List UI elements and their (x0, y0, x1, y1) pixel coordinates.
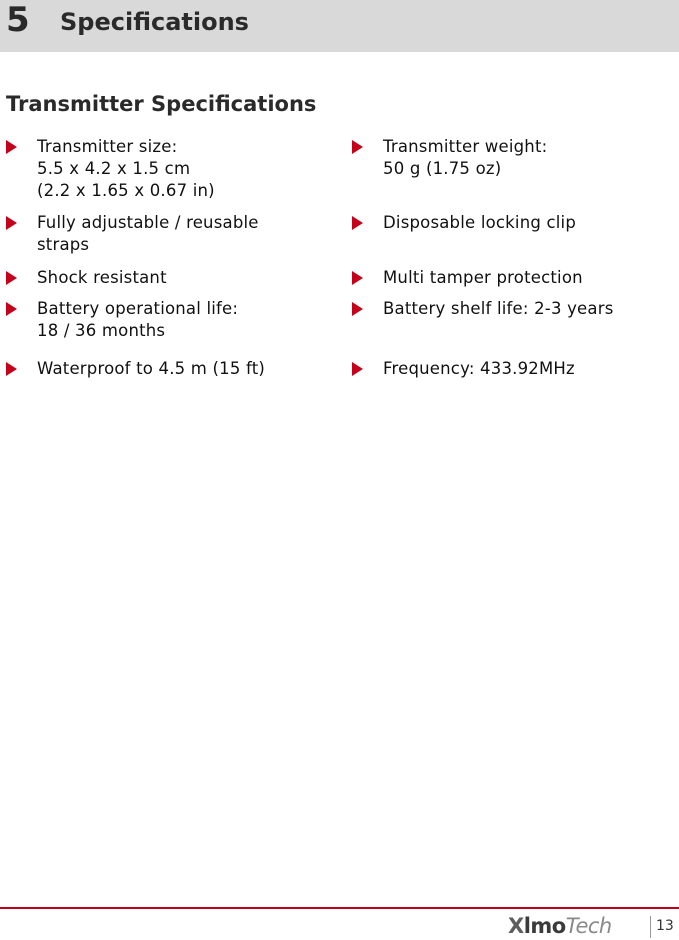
spec-line: Frequency: 433.92MHz (383, 359, 575, 378)
spec-line: Shock resistant (37, 268, 167, 287)
bullet-arrow-icon (352, 140, 363, 154)
spec-line: Multi tamper protection (383, 268, 583, 287)
spec-line: Transmitter weight: (383, 137, 548, 156)
spec-line: 50 g (1.75 oz) (383, 159, 502, 178)
chapter-title: Specifications (60, 8, 249, 36)
spec-line: 18 / 36 months (37, 321, 166, 340)
chapter-number: 5 (6, 0, 30, 40)
spec-line: Fully adjustable / reusable (37, 213, 259, 232)
bullet-arrow-icon (352, 271, 363, 285)
spec-line: (2.2 x 1.65 x 0.67 in) (37, 181, 215, 200)
spec-line: straps (37, 235, 90, 254)
spec-line: Transmitter size: (37, 137, 178, 156)
spec-line: 5.5 x 4.2 x 1.5 cm (37, 159, 191, 178)
spec-line: Disposable locking clip (383, 213, 576, 232)
page-number: 13 (656, 918, 674, 934)
chapter-header (0, 0, 679, 52)
company-logo: XlmoTech (508, 914, 612, 938)
bullet-arrow-icon (352, 362, 363, 376)
spec-line: Battery shelf life: 2-3 years (383, 299, 614, 318)
bullet-arrow-icon (6, 362, 17, 376)
bullet-arrow-icon (6, 271, 17, 285)
footer-rule (0, 907, 679, 909)
page-number-divider (650, 916, 651, 938)
bullet-arrow-icon (352, 216, 363, 230)
bullet-arrow-icon (352, 302, 363, 316)
section-title: Transmitter Specifications (6, 92, 317, 116)
spec-line: Battery operational life: (37, 299, 239, 318)
spec-line: Waterproof to 4.5 m (15 ft) (37, 359, 266, 378)
bullet-arrow-icon (6, 140, 17, 154)
bullet-arrow-icon (6, 302, 17, 316)
bullet-arrow-icon (6, 216, 17, 230)
